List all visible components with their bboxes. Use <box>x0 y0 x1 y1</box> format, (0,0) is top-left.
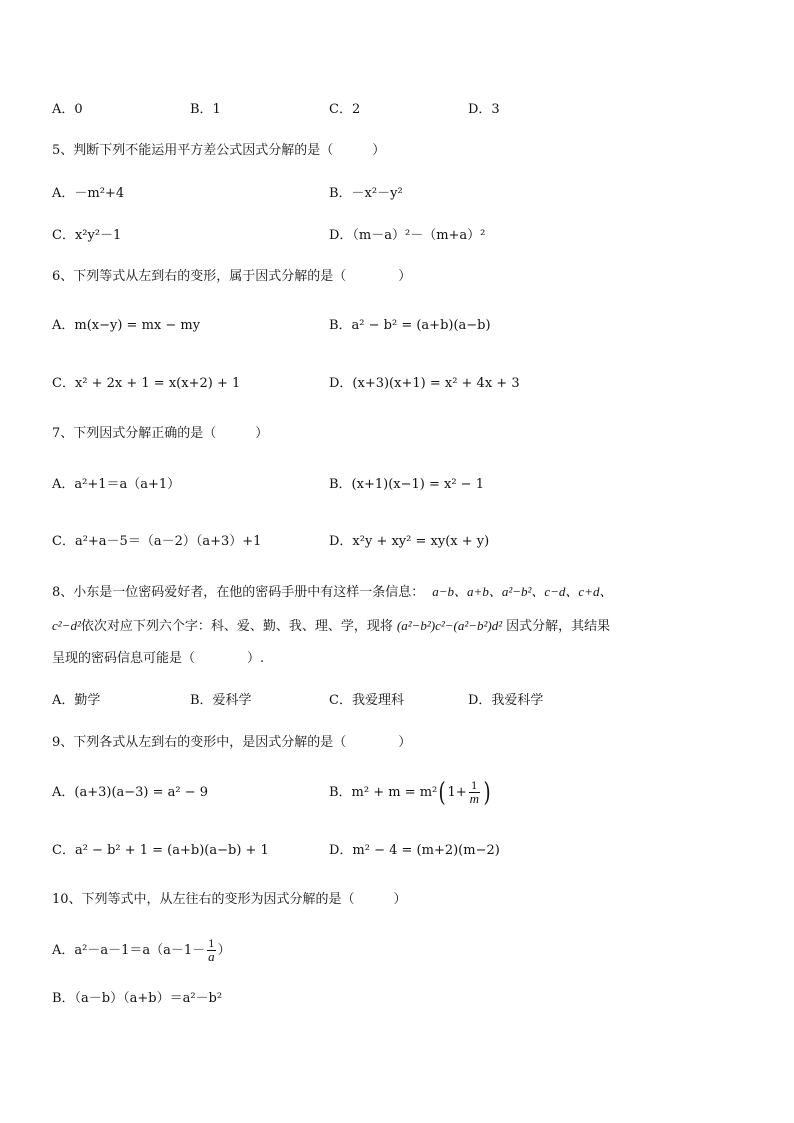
q6-option-c: C．x² + 2x + 1 = x(x+2) + 1 <box>52 376 241 391</box>
q9-option-b-frac-den: m <box>469 791 479 806</box>
q4-option-c: C．2 <box>329 102 361 117</box>
q9-option-b-fraction <box>469 781 480 804</box>
q8-stem-text: 8、小东是一位密码爱好者，在他的密码手册中有这样一条信息： <box>52 585 425 600</box>
q7-option-d: D．x²y + xy² = xy(x + y) <box>329 534 490 549</box>
q8-option-d: D．我爱科学 <box>468 693 544 708</box>
q6-option-a: A．m(x−y) = mx − my <box>52 318 201 333</box>
q5-option-d: D．（m－a）²－（m+a）² <box>329 228 486 243</box>
q5-option-c: C．x²y²－1 <box>52 228 122 243</box>
q9-option-b-right-paren: ) <box>483 777 491 808</box>
q6-option-d: D．(x+3)(x+1) = x² + 4x + 3 <box>329 376 520 391</box>
q4-option-d: D．3 <box>468 102 500 117</box>
q9-option-b-inner: 1+ <box>447 785 467 800</box>
q9-option-a: A．(a+3)(a−3) = a² − 9 <box>52 785 209 800</box>
q7-stem: 7、下列因式分解正确的是（ ） <box>52 426 269 441</box>
q9-option-b-left-paren: ( <box>438 777 446 808</box>
q8-option-a: A．勤学 <box>52 693 101 708</box>
q9-option-b <box>329 773 492 813</box>
q8-option-b: B．爱科学 <box>190 693 252 708</box>
q9-option-c: C．a² − b² + 1 = (a+b)(a−b) + 1 <box>52 843 269 858</box>
q9-option-d: D．m² − 4 = (m+2)(m−2) <box>329 843 500 858</box>
q4-option-a: A．0 <box>52 102 83 117</box>
q9-option-b-prefix: B．m² + m = m² <box>329 785 438 800</box>
q10-option-a <box>52 936 231 966</box>
q10-option-a-prefix: A．a²－a－1＝a（a－1－ <box>52 943 206 958</box>
q7-option-b: B．(x+1)(x−1) = x² − 1 <box>329 477 484 492</box>
q10-option-b: B．（a－b）（a+b）＝a²－b² <box>52 991 223 1006</box>
q9-stem: 9、下列各式从左到右的变形中，是因式分解的是（ ） <box>52 735 412 750</box>
q7-option-c: C．a²+a－5＝（a－2）（a+3）+1 <box>52 534 262 549</box>
q8-stem-line2 <box>52 616 610 637</box>
q10-option-a-suffix: ） <box>217 943 231 958</box>
q8-stem-expression: (a²−b²)c²−(a²−b²)d² <box>396 618 503 633</box>
q6-option-b: B．a² − b² = (a+b)(a−b) <box>329 318 491 333</box>
q8-stem-text-2: 依次对应下列六个字：科、爱、勤、我、理、学，现将 <box>80 619 393 634</box>
q10-stem: 10、下列等式中，从左往右的变形为因式分解的是（ ） <box>52 892 407 907</box>
q10-option-a-frac-den: a <box>208 949 215 964</box>
q5-stem: 5、判断下列不能运用平方差公式因式分解的是（ ） <box>52 143 386 158</box>
q8-stem-text-3: 因式分解，其结果 <box>506 619 611 634</box>
q10-option-a-frac-num: 1 <box>208 939 215 950</box>
q8-stem-code-last: c²−d² <box>52 618 81 633</box>
q5-option-a: A．－m²+4 <box>52 186 125 201</box>
q8-stem-codes: a−b、a+b、a²−b²、c−d、c+d、 <box>432 584 613 599</box>
q4-option-b: B．1 <box>190 102 221 117</box>
q8-option-c: C．我爱理科 <box>329 693 404 708</box>
q8-stem-line1 <box>52 582 612 603</box>
q10-option-a-fraction <box>207 939 216 962</box>
q7-option-a: A．a²+1＝a（a+1） <box>52 477 181 492</box>
q5-option-b: B．－x²－y² <box>329 186 403 201</box>
q8-stem-line3: 呈现的密码信息可能是（ ）. <box>52 651 265 666</box>
q9-option-b-frac-num: 1 <box>469 781 480 793</box>
q6-stem: 6、下列等式从左到右的变形，属于因式分解的是（ ） <box>52 269 412 284</box>
